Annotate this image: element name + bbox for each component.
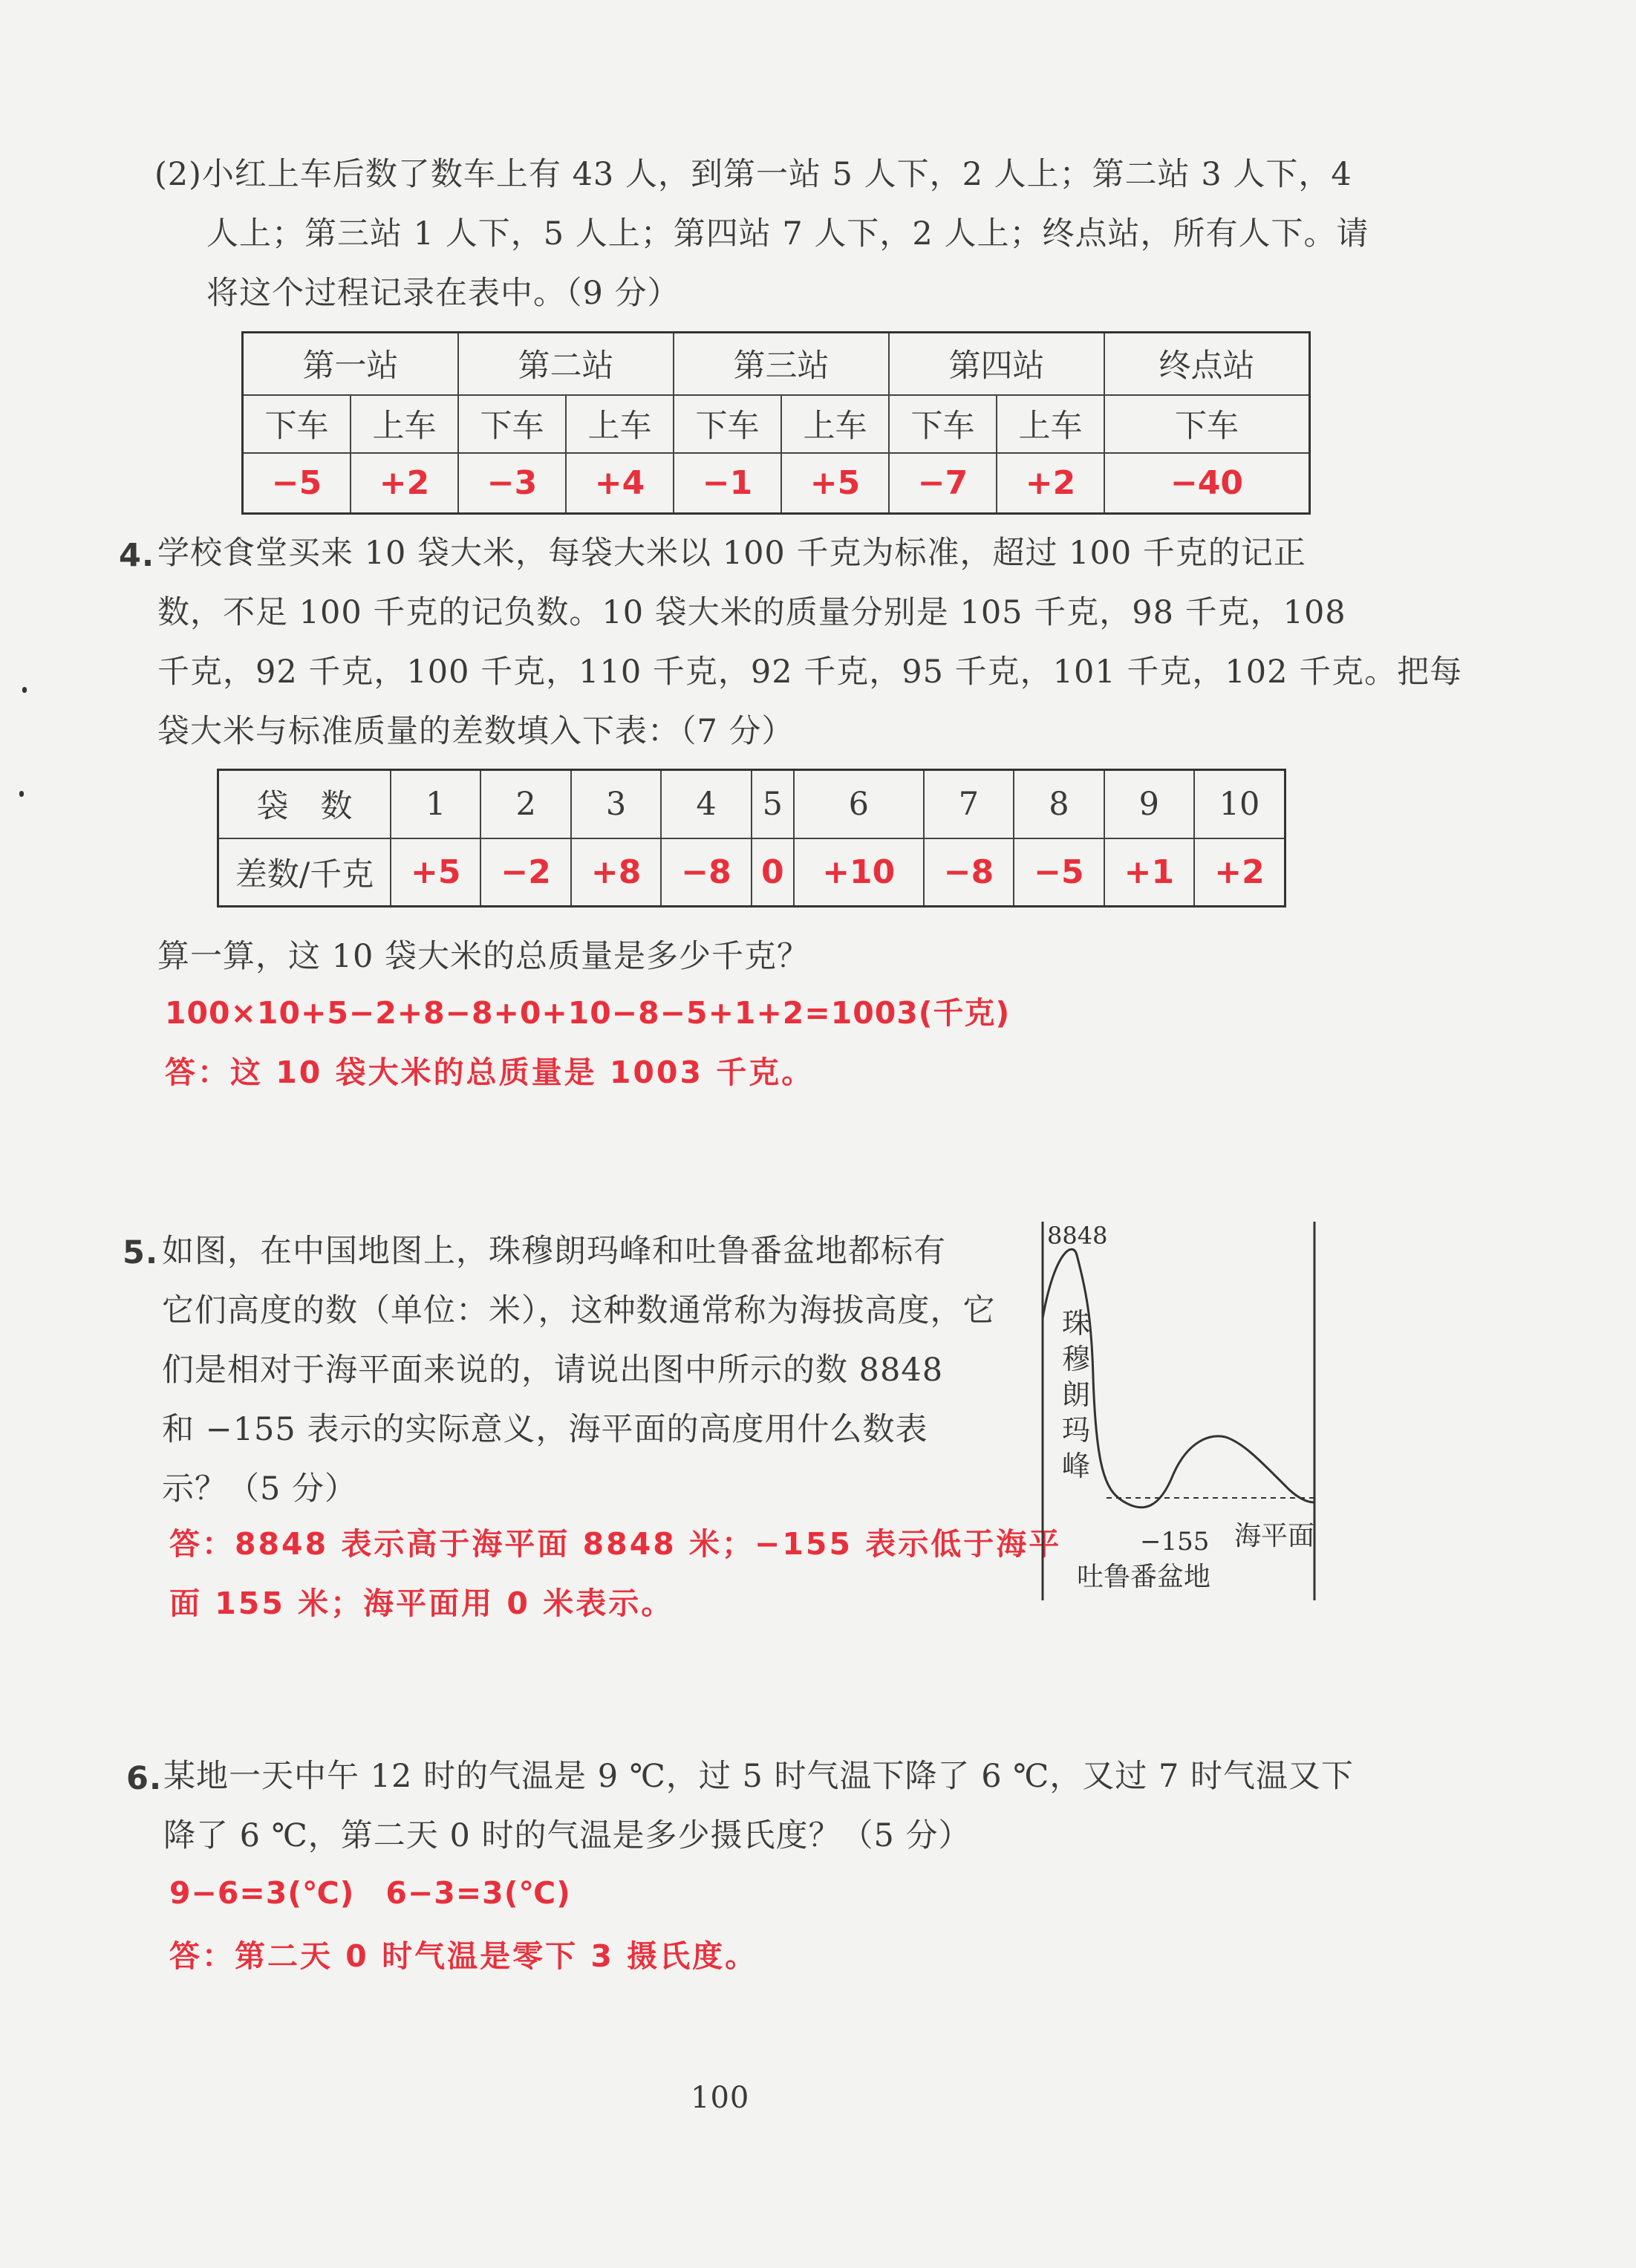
bag-number: 3 (571, 770, 661, 838)
q3-part2-line-3: 将这个过程记录在表中。（9 分） (206, 275, 680, 312)
answer-cell: +2 (997, 453, 1104, 514)
peak-label-char: 峰 (1062, 1450, 1091, 1482)
diff-answer: +10 (794, 838, 924, 907)
action-label: 上车 (781, 395, 889, 453)
q3-part2-line-2: 人上；第三站 1 人下，5 人上；第四站 7 人下，2 人上；终点站，所有人下。请 (206, 215, 1369, 252)
q3-part2-line-1: (2)小红上车后数了数车上有 43 人，到第一站 5 人下，2 人上；第二站 3 人下，4 (154, 156, 1352, 193)
peak-label-char: 穆 (1062, 1343, 1091, 1375)
bag-number: 10 (1194, 770, 1285, 838)
peak-label-char: 玛 (1062, 1414, 1091, 1447)
action-label: 下车 (889, 395, 997, 453)
q4-line-3: 千克，92 千克，100 千克，110 千克，92 千克，95 千克，101 千克，102 千克。把每 (157, 654, 1463, 691)
q6-number: 6. (126, 1760, 163, 1797)
action-label: 下车 (458, 395, 566, 453)
page-number: 100 (691, 2081, 750, 2115)
diff-answer: −5 (1014, 838, 1104, 907)
answer-cell: −5 (243, 453, 351, 514)
q5-answer-line-2: 面 155 米；海平面用 0 米表示。 (169, 1586, 674, 1621)
bag-number: 4 (661, 770, 751, 838)
margin-mark (19, 791, 24, 797)
bag-header: 袋 数 (218, 770, 391, 838)
q4-answer-text: 答：这 10 袋大米的总质量是 1003 千克。 (165, 1055, 815, 1090)
q4-followup: 算一算，这 10 袋大米的总质量是多少千克？ (157, 938, 810, 975)
bag-number: 1 (391, 770, 480, 838)
answer-cell: −40 (1104, 453, 1310, 514)
station-header: 第三站 (674, 333, 889, 395)
q6-line-1: 某地一天中午 12 时的气温是 9 ℃，过 5 时气温下降了 6 ℃，又过 7 时气温又下 (163, 1758, 1355, 1795)
q4-line-1: 学校食堂买来 10 袋大米，每袋大米以 100 千克为标准，超过 100 千克的记正 (157, 535, 1306, 572)
margin-mark (22, 687, 27, 693)
q5-line-2: 它们高度的数（单位：米），这种数通常称为海拔高度，它 (162, 1292, 996, 1329)
rice-table (217, 769, 1286, 907)
q4-answer-calc: 100×10+5−2+8−8+0+10−8−5+1+2=1003(千克) (165, 995, 1011, 1031)
diff-answer: −2 (480, 838, 570, 907)
bag-number: 2 (480, 770, 570, 838)
bus-table (241, 331, 1311, 515)
diff-answer: −8 (924, 838, 1014, 907)
q6-line-2: 降了 6 ℃，第二天 0 时的气温是多少摄氏度？（5 分） (163, 1817, 971, 1854)
peak-label-char: 珠 (1062, 1307, 1091, 1340)
action-label: 上车 (566, 395, 674, 453)
answer-cell: +5 (781, 453, 889, 514)
q5-answer-line-1: 答：8848 表示高于海平面 8848 米；−155 表示低于海平 (169, 1526, 1062, 1562)
q4-number: 4. (119, 537, 155, 574)
bag-number: 8 (1014, 770, 1104, 838)
diff-answer: +2 (1194, 838, 1285, 907)
bag-number: 6 (794, 770, 924, 838)
answer-cell: −1 (674, 453, 781, 514)
bag-number: 9 (1104, 770, 1194, 838)
diff-header: 差数/千克 (218, 838, 391, 907)
altitude-figure (1032, 1222, 1329, 1608)
diff-answer: −8 (661, 838, 751, 907)
diff-answer: 0 (752, 838, 794, 907)
q4-line-2: 数，不足 100 千克的记负数。10 袋大米的质量分别是 105 千克，98 千克，108 (157, 594, 1346, 631)
answer-cell: −7 (889, 453, 997, 514)
peak-value: 8848 (1047, 1222, 1108, 1250)
answer-cell: +4 (566, 453, 674, 514)
sea-level-label: 海平面 (1234, 1521, 1315, 1551)
answer-cell: +2 (351, 453, 458, 514)
diff-answer: +5 (391, 838, 480, 907)
diff-answer: +1 (1104, 838, 1194, 907)
q4-line-4: 袋大米与标准质量的差数填入下表：（7 分） (157, 713, 795, 750)
q6-answer-text: 答：第二天 0 时气温是零下 3 摄氏度。 (169, 1938, 758, 1974)
q5-line-1: 如图，在中国地图上，珠穆朗玛峰和吐鲁番盆地都标有 (162, 1233, 946, 1270)
peak-label-char: 朗 (1062, 1378, 1091, 1411)
q5-number: 5. (123, 1234, 159, 1271)
station-header: 第一站 (243, 333, 459, 395)
station-header: 第四站 (889, 333, 1104, 395)
action-label: 下车 (243, 395, 351, 453)
action-label: 下车 (674, 395, 781, 453)
action-label: 上车 (997, 395, 1104, 453)
bag-number: 5 (752, 770, 794, 838)
q6-answer-calc: 9−6=3(℃) 6−3=3(℃) (169, 1875, 571, 1911)
station-header: 第二站 (458, 333, 674, 395)
answer-cell: −3 (458, 453, 566, 514)
basin-value: −155 (1140, 1527, 1210, 1557)
q5-line-3: 们是相对于海平面来说的，请说出图中所示的数 8848 (162, 1352, 944, 1389)
action-label: 上车 (351, 395, 458, 453)
bag-number: 7 (924, 770, 1014, 838)
basin-label: 吐鲁番盆地 (1077, 1562, 1211, 1592)
station-header: 终点站 (1104, 333, 1310, 395)
q5-line-5: 示？（5 分） (162, 1470, 358, 1508)
action-label: 下车 (1104, 395, 1310, 453)
q5-line-4: 和 −155 表示的实际意义，海平面的高度用什么数表 (162, 1411, 928, 1448)
diff-answer: +8 (571, 838, 661, 907)
